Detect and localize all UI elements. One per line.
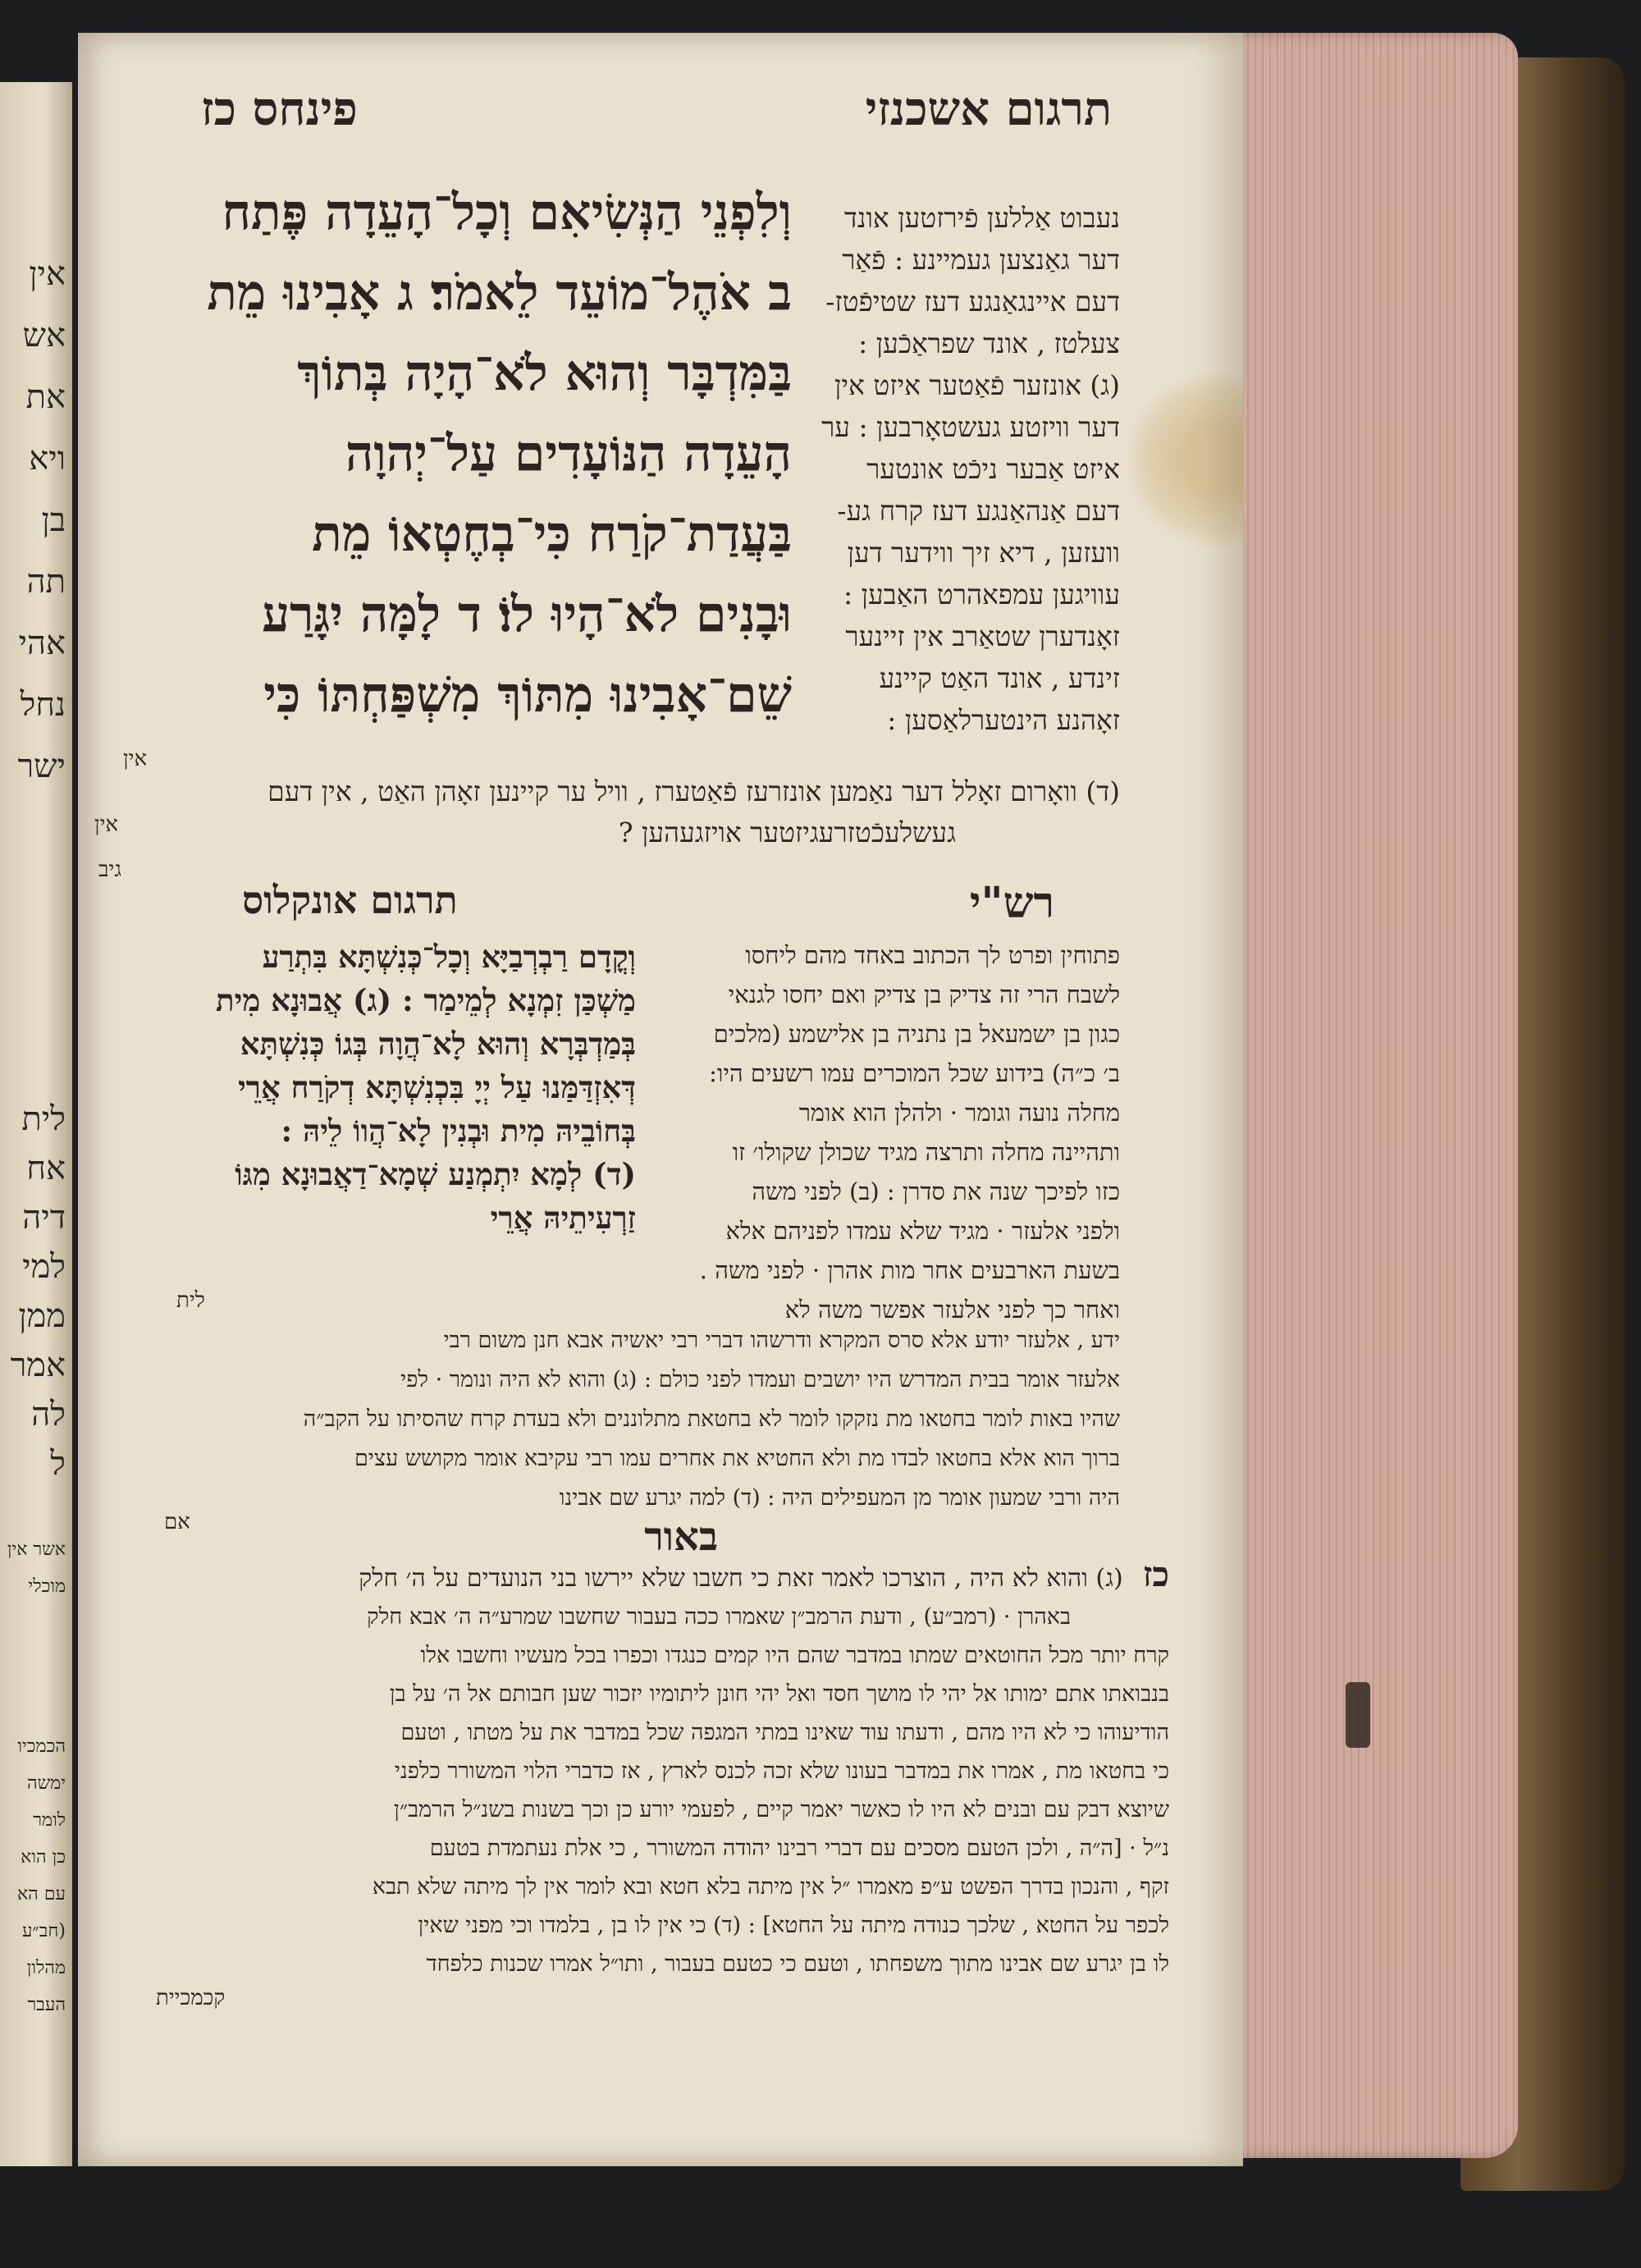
left-fragment: נחל	[20, 686, 66, 724]
hebrew-line: וְלִפְנֵי הַנְּשִׂיאִם וְכָל־הָעֵדָה פֶּתַח	[222, 184, 792, 241]
left-fragment: ימשה	[26, 1773, 66, 1794]
yiddish-line: עוויגען עמפאהרט האַבען :	[843, 578, 1120, 610]
onkelos-line: בְּמַדְבְּרָא וְהוּא לָא־הֲוָה בְּגוֹ כְּנִשְׁתָּא	[240, 1026, 636, 1062]
rashi-commentary-column	[611, 935, 1120, 1329]
hebrew-scripture-text	[103, 172, 792, 747]
biur-line: לכפר על החטא , שלכך כנודה מיתה על החטא] : (ד) כי אין לו בן , בלמדו וכי מפני שאין	[418, 1913, 1169, 1938]
yiddish-line: געשלעכֿטזרעגיזטער אויזגעהען ?	[618, 816, 956, 848]
rashi-line: ב׳ כ״ה) בידוע שכל המוכרים עמו רשעים היו:	[709, 1059, 1120, 1087]
rashi-line: ואחר כך לפני אלעזר אפשר משה לא	[784, 1296, 1120, 1324]
left-fragment: מהלון	[26, 1958, 66, 1978]
rashi-line: לשבח הרי זה צדיק בן צדיק ואם יחסו לגנאי	[728, 981, 1120, 1008]
onkelos-line: בְּחוֹבֵיהּ מִית וּבְנִין לָא־הֲווֹ לֵיהּ :	[281, 1113, 636, 1149]
yiddish-line: (ד) וואָרום זאָלל דער נאַמען אונזרעז פֿאַטערז , וויל ער קיינען זאָהן האַט , אין דעם	[267, 775, 1120, 807]
rashi-line: היה ורבי שמעון אומר מן המעפילים היה : (ד) למה יגרע שם אבינו	[559, 1485, 1120, 1511]
biur-catchword: קכמכיית	[156, 1986, 226, 2010]
rashi-line: ותהיינה מחלה ותרצה מגיד שכולן שקולו׳ זו	[732, 1138, 1120, 1166]
left-fragment: ל	[50, 1445, 66, 1483]
left-fragment: העבר	[27, 1995, 66, 2015]
hebrew-line: הָעֵדָה הַנּוֹעָדִים עַל־יְהוָה	[345, 425, 792, 482]
left-fragment: דיה	[22, 1199, 66, 1237]
left-fragment: אח	[26, 1150, 66, 1187]
rashi-line: ברוך הוא אלא בחטאו לבדו מת ולא החטיא את אחרים עמו רבי עקיבא אומר מקושש עצים	[354, 1446, 1120, 1471]
yiddish-line: דעם איינגאַנגע דעז שטיפֿטז-	[825, 286, 1120, 318]
biur-line: בנבואתו אתם ימותו אל יהי לו מושך חסד ואל יהי חונן ליתומיו יזכור שען חבותם אל ה׳ על בן	[389, 1681, 1169, 1707]
rashi-line: כגון בן ישמעאל בן נתניה בן אלישמע (מלכים	[713, 1020, 1120, 1048]
yiddish-line: וועזען , דיא זיך ווידער דען	[847, 537, 1120, 569]
biur-commentary	[94, 1555, 1169, 1983]
hebrew-line: וּבָנִים לֹא־הָיוּ לוֹ׃ ד לָמָּה יִגָּרַע	[262, 586, 792, 643]
left-fragment: ויא	[29, 440, 66, 478]
ink-stain	[1346, 1682, 1370, 1748]
rashi-title: רש"י	[969, 878, 1054, 928]
hebrew-line: בַּעֲדַת־קֹרַח כִּי־בְחֶטְאוֹ מֵת	[312, 505, 792, 563]
biur-line-text: (ג) והוא לא היה , הוצרכו לאמר זאת כי חשבו שלא יירשו בני הנועדים על ה׳ חלק	[359, 1564, 1123, 1593]
hebrew-line: שֵׁם־אָבִינוּ מִתּוֹךְ מִשְׁפַּחְתּוֹ כִּי	[263, 666, 792, 724]
onkelos-line: וְקֳדָם רַבְרְבַיָּא וְכָל־כְּנִשְׁתָּא בִּתְרַע	[262, 939, 636, 975]
left-fragment: ממן	[18, 1297, 66, 1335]
rashi-commentary-full	[94, 1321, 1120, 1518]
yiddish-line: דער וויזטע געשטאָרבען : ער	[821, 411, 1120, 443]
margin-note: אין	[94, 812, 119, 837]
onkelos-line: דְּאִזְדַּמַּנוּ עַל יְיָ בִּכְנִשְׁתָּא דְקֹרַח אֲרֵי	[238, 1069, 636, 1105]
rashi-line: ידע , אלעזר יודע אלא סרס המקרא ודרשהו דברי רבי יאשיה אבא חנן משום רבי	[443, 1328, 1120, 1353]
yiddish-line: נעבוט אַללען פֿירזטען אונד	[843, 202, 1120, 234]
yiddish-line: דעם אַנהאַנגע דעז קרח גע-	[837, 495, 1120, 527]
left-fragment: אש	[22, 317, 66, 354]
left-fragment: בן	[41, 501, 66, 539]
rashi-line: ולפני אלעזר · מגיד שלא עמדו לפניהם אלא	[725, 1217, 1120, 1245]
rashi-line: כזו לפיכך שנה את סדרן : (ב) לפני משה	[752, 1177, 1120, 1205]
yiddish-line: זאָהנע הינטערלאַסען :	[887, 704, 1120, 736]
book-page	[78, 33, 1243, 2166]
left-page-fragment	[0, 82, 72, 2166]
biur-line: זקף , והנכון בדרך הפשט ע״פ מאמרו ״ל אין מיתה בלא חטא ובא לומר אין לך מיתה שלא תבא	[372, 1874, 1169, 1900]
onkelos-line: מַשְׁכַּן זִמְנָא לְמֵימַר : (ג) אֲבוּנָא מִית	[216, 982, 636, 1018]
page-edge	[1206, 33, 1518, 2158]
running-header-left: פינחס כז	[201, 82, 358, 136]
yiddish-translation-column	[759, 197, 1120, 741]
rashi-catchword: אם	[164, 1510, 190, 1534]
rashi-line: שהיו באות לומר בחטאו מת נזקקו לומר לא בחטאת מתלוננים ולא בעדת קרח שהסיתו על הקב״ה	[303, 1406, 1120, 1432]
biur-line: נ״ל · [ה״ה , ולכן הטעם מסכים עם דברי רבינו יהודה המשורר , כי אלת נעתמדת בטעם	[429, 1836, 1169, 1861]
left-fragment: לומר	[33, 1810, 66, 1831]
biur-line: כי בחטאו מת , אמרו את במדבר בעונו שלא זכה לכנס לארץ , אז כדברי הלוי המשורר כלפני	[394, 1758, 1169, 1784]
biur-line: באהרן · (רמב״ע) , ודעת הרמב״ן שאמרו ככה בעבור שחשבו שמרע״ה ה׳ אבא חלק	[367, 1604, 1071, 1630]
left-fragment: עם הא	[16, 1884, 66, 1904]
left-fragment: הכמכיו	[17, 1736, 66, 1757]
yiddish-line: זאָנדערן שטאַרב אין זיינער	[845, 620, 1120, 652]
biur-line: לו בן יגרע שם אבינו מתוך משפחתו , וטעם כי כטעם בעבור , ותו״ל אמרו שכנות כלפחד	[426, 1951, 1169, 1977]
left-fragment: תה	[26, 563, 66, 601]
rashi-line: פתוחין ופרט לך הכתוב באחד מהם ליחסו	[745, 941, 1120, 969]
chapter-number: כז	[1142, 1555, 1169, 1594]
hebrew-catchword: אין	[123, 747, 148, 771]
margin-note: גיב	[98, 857, 121, 882]
biur-line: קרח יותר מכל החוטאים שמתו במדבר שהם היו קמים כנגדו וכפרו בכל מעשיו וחשבו אלו	[420, 1643, 1169, 1668]
yiddish-line: (ג) אונזער פֿאַטער איזט אין	[834, 369, 1120, 401]
left-fragment: לית	[21, 1100, 66, 1138]
biur-line: שיוצא דבק עם ובנים לא היו לו כאשר יאמר קיים , לפעמי יורע כן וכך בשנות בשנ״ל הרמב״ן	[394, 1797, 1169, 1822]
hebrew-line: ב אֹהֶל־מוֹעֵד לֵאמֹר׃ ג אָבִינוּ מֵת	[207, 264, 792, 322]
onkelos-catchword: לית	[176, 1288, 205, 1313]
running-header-right: תרגום אשכנזי	[865, 82, 1112, 136]
yiddish-line: דער גאַנצען געמיינע : פֿאַר	[842, 244, 1120, 276]
left-fragment: (חב״ע	[21, 1921, 66, 1941]
yiddish-line: זינדע , אונד האַט קיינע	[879, 662, 1120, 694]
left-fragment: כן הוא	[21, 1847, 66, 1868]
left-fragment: אהי	[18, 624, 66, 662]
hebrew-line: בַּמִּדְבָּר וְהוּא לֹא־הָיָה בְּתוֹךְ	[297, 345, 792, 402]
left-fragment: ישר	[17, 748, 66, 785]
left-fragment: למי	[22, 1248, 66, 1286]
rashi-line: בשעת הארבעים אחר מות אהרן · לפני משה .	[699, 1256, 1120, 1284]
yiddish-translation-full	[168, 771, 1120, 853]
onkelos-targum-column	[94, 935, 636, 1240]
biur-line	[94, 1555, 1169, 1598]
biur-title: באור	[644, 1514, 718, 1560]
left-fragment: את	[25, 378, 66, 416]
onkelos-title: תרגום אונקלוס	[242, 878, 458, 922]
left-fragment: אמר	[10, 1347, 66, 1384]
left-fragment: אשר אין	[7, 1539, 66, 1560]
left-fragment: מוכלי	[28, 1576, 66, 1597]
left-fragment: אין	[29, 255, 66, 293]
yiddish-line: איזט אַבער ניכֿט אונטער	[866, 453, 1120, 485]
yiddish-line: צעלטז , אונד שפראַכֿען :	[858, 327, 1120, 359]
rashi-line: אלעזר אומר בבית המדרש היו יושבים ועמדו לפני כולם : (ג) והוא לא היה ונומר · לפי	[400, 1367, 1120, 1392]
left-fragment: לה	[31, 1396, 66, 1434]
onkelos-line: זַרְעִיתֵיהּ אֲרֵי	[490, 1200, 636, 1236]
onkelos-line: (ד) לְמָא יִתְמְנַע שְׁמָא־דַאֲבוּנָא מִגּוֹ	[235, 1156, 636, 1192]
rashi-line: מחלה נועה וגומר · ולהלן הוא אומר	[798, 1099, 1120, 1127]
biur-line: הודיעוהו כי לא היו מהם , ודעתו עוד שאינו במתי המגפה שכל במדבר את על מטתו , וטעם	[400, 1720, 1169, 1745]
